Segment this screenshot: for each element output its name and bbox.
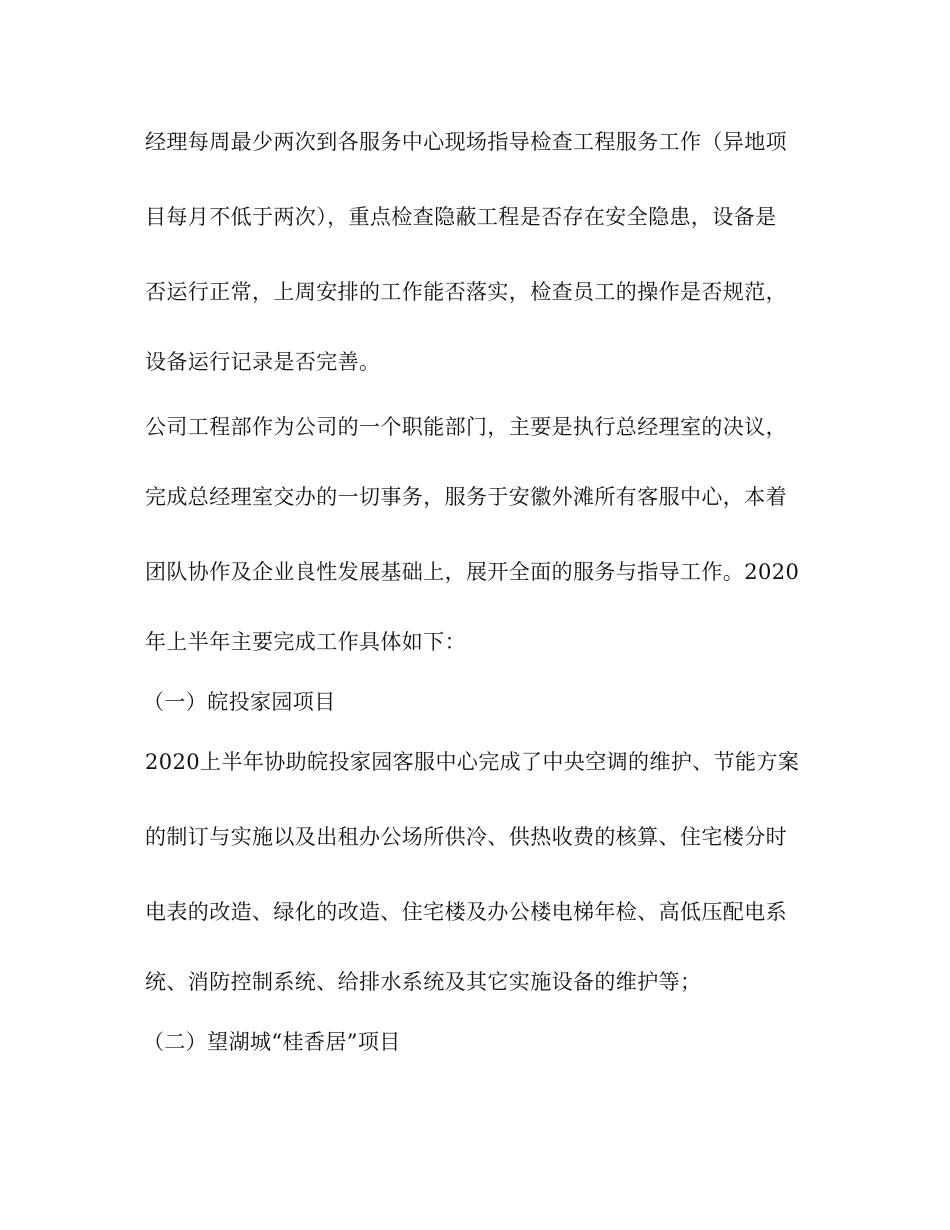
paragraph-line: 目每月不低于两次），重点检查隐蔽工程是否存在安全隐患，设备是 [145, 205, 777, 229]
section-heading: （二）望湖城“桂香居”项目 [143, 1030, 401, 1054]
paragraph-line: 的制订与实施以及出租办公场所供冷、供热收费的核算、住宅楼分时 [145, 825, 787, 849]
paragraph-line: 电表的改造、绿化的改造、住宅楼及办公楼电梯年检、高低压配电系 [145, 900, 787, 924]
paragraph-line: 团队协作及企业良性发展基础上，展开全面的服务与指导工作。2020 [145, 560, 800, 584]
paragraph-line: 公司工程部作为公司的一个职能部门，主要是执行总经理室的决议， [145, 415, 787, 439]
paragraph-line: 年上半年主要完成工作具体如下： [145, 630, 466, 654]
paragraph-line: 完成总经理室交办的一切事务，服务于安徽外滩所有客服中心，本着 [145, 485, 787, 509]
paragraph-line: 经理每周最少两次到各服务中心现场指导检查工程服务工作（异地项 [145, 130, 787, 154]
section-heading: （一）皖投家园项目 [143, 690, 336, 714]
paragraph-line: 否运行正常，上周安排的工作能否落实，检查员工的操作是否规范， [145, 280, 787, 304]
paragraph-line: 2020上半年协助皖投家园客服中心完成了中央空调的维护、节能方案 [145, 750, 800, 774]
paragraph-line: 统、消防控制系统、给排水系统及其它实施设备的维护等； [145, 970, 702, 994]
paragraph-line: 设备运行记录是否完善。 [145, 350, 381, 374]
